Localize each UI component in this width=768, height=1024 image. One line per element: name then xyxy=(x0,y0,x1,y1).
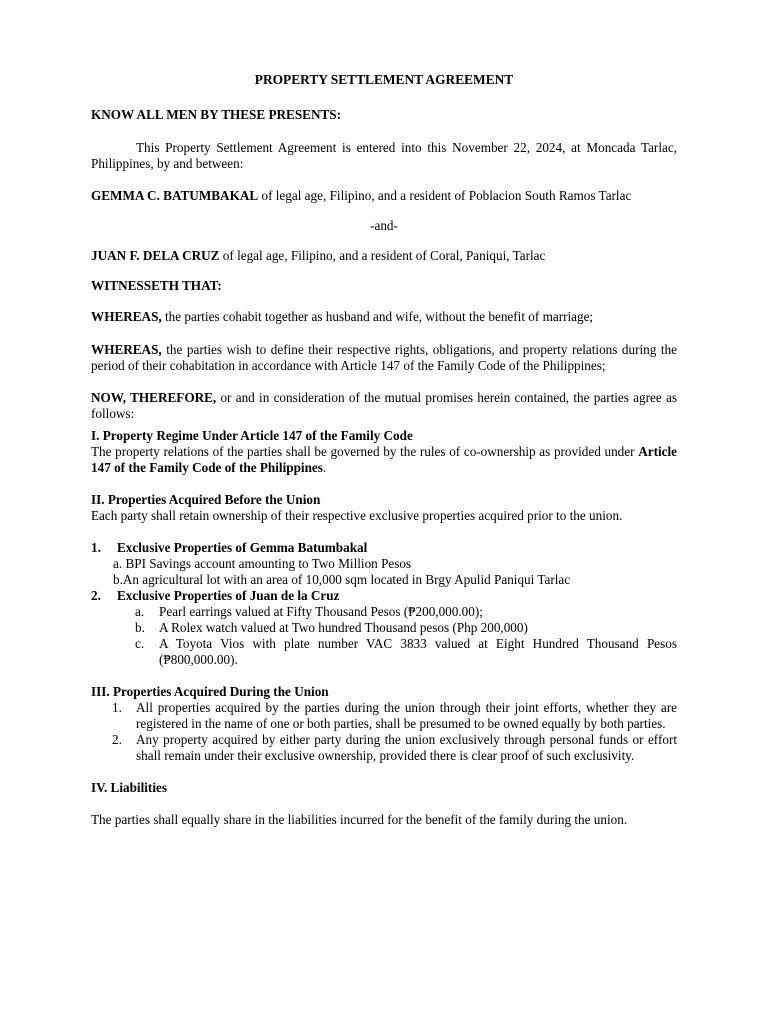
section3-item xyxy=(91,700,677,732)
list-item-text: Pearl earrings valued at Fifty Thousand Pesos (₱200,000.00); xyxy=(159,604,483,619)
section2-paragraph: Each party shall retain ownership of their respective exclusive properties acquired prior to the union. xyxy=(91,508,623,523)
section3-item xyxy=(91,732,677,764)
section1-bold-reference: Article 147 of the Family Code of the Philippines xyxy=(91,444,677,475)
list-marker: 1. xyxy=(112,700,122,715)
party1-name: GEMMA C. BATUMBAKAL xyxy=(91,188,259,203)
list-marker: c. xyxy=(135,636,145,651)
list-marker: a. xyxy=(135,604,145,619)
list-item-text: All properties acquired by the parties during the union through their joint efforts, whether they are registered in the name of one or both parties, shall be presumed to be owned equally by both parties. xyxy=(136,700,677,731)
list2-item xyxy=(91,604,677,620)
whereas2-lead: WHEREAS, xyxy=(91,342,162,357)
list2-item xyxy=(91,620,677,636)
list2-heading: Exclusive Properties of Juan de la Cruz xyxy=(117,588,340,603)
party1-description: of legal age, Filipino, and a resident of Poblacion South Ramos Tarlac xyxy=(258,188,632,203)
whereas2-paragraph xyxy=(91,342,677,374)
section3-heading: III. Properties Acquired During the Union xyxy=(91,684,329,699)
section1-heading: I. Property Regime Under Article 147 of the Family Code xyxy=(91,428,413,443)
list-item-text: A Toyota Vios with plate number VAC 3833 valued at Eight Hundred Thousand Pesos (₱800,000.00). xyxy=(159,636,677,667)
opening-line: KNOW ALL MEN BY THESE PRESENTS: xyxy=(91,107,342,122)
whereas1-paragraph xyxy=(91,309,677,325)
now-therefore-text: or and in consideration of the mutual promises herein contained, the parties agree as follows: xyxy=(91,390,677,421)
now-therefore-lead: NOW, THEREFORE, xyxy=(91,390,217,405)
list2-number: 2. xyxy=(91,588,101,603)
list2-heading-row xyxy=(91,588,677,604)
list-item-text: Any property acquired by either party during the union exclusively through personal funds or effort shall remain under their exclusive ownership, provided there is clear proof of such exclusivity. xyxy=(136,732,677,763)
now-therefore-paragraph xyxy=(91,390,677,422)
list1-item-a: a. BPI Savings account amounting to Two Million Pesos xyxy=(113,556,412,571)
document-body xyxy=(91,72,677,828)
section4-heading: IV. Liabilities xyxy=(91,780,167,795)
list1-item-b: b.An agricultural lot with an area of 10,000 sqm located in Brgy Apulid Paniqui Tarlac xyxy=(113,572,571,587)
whereas1-lead: WHEREAS, xyxy=(91,309,162,324)
and-separator: -and- xyxy=(370,218,398,233)
whereas1-text: the parties cohabit together as husband and wife, without the benefit of marriage; xyxy=(161,309,594,324)
witnesseth-heading: WITNESSETH THAT: xyxy=(91,278,222,293)
section1-end: . xyxy=(322,460,327,475)
list2-item xyxy=(91,636,677,668)
list-marker: 2. xyxy=(112,732,122,747)
party2-description: of legal age, Filipino, and a resident of Coral, Paniqui, Tarlac xyxy=(219,248,546,263)
party1-paragraph xyxy=(91,188,677,204)
document-title: PROPERTY SETTLEMENT AGREEMENT xyxy=(254,72,514,87)
party2-paragraph xyxy=(91,248,677,264)
section1-text: The property relations of the parties shall be governed by the rules of co-ownership as provided under xyxy=(91,444,639,459)
section1-paragraph xyxy=(91,444,677,476)
whereas2-text: the parties wish to define their respective rights, obligations, and property relations during the period of their cohabitation in accordance with Article 147 of the Family Code of the Philippines; xyxy=(91,342,677,373)
party2-name: JUAN F. DELA CRUZ xyxy=(91,248,220,263)
list1-number: 1. xyxy=(91,540,101,555)
list-item-text: A Rolex watch valued at Two hundred Thousand pesos (Php 200,000) xyxy=(159,620,528,635)
section2-heading: II. Properties Acquired Before the Union xyxy=(91,492,321,507)
list-marker: b. xyxy=(135,620,145,635)
list1-heading: Exclusive Properties of Gemma Batumbakal xyxy=(117,540,368,555)
list1-heading-row xyxy=(91,540,677,556)
intro-paragraph: This Property Settlement Agreement is entered into this November 22, 2024, at Moncada Tarlac, Philippines, by and between: xyxy=(91,140,677,171)
section4-paragraph: The parties shall equally share in the liabilities incurred for the benefit of the family during the union. xyxy=(91,812,628,827)
